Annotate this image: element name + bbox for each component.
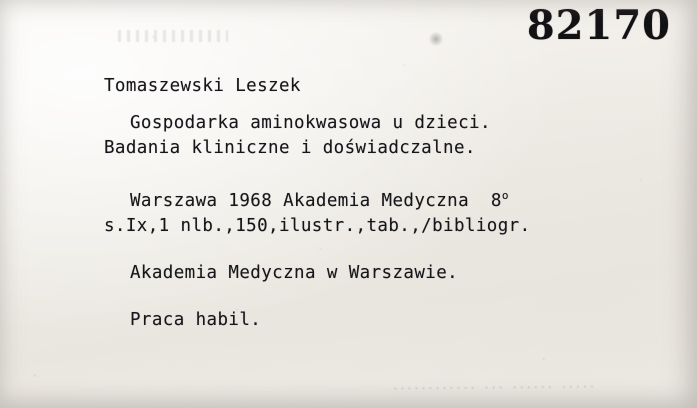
author-line: Tomaszewski Leszek	[104, 76, 301, 96]
spacer	[104, 161, 689, 183]
top-smudge-mark	[118, 30, 228, 42]
title-line-2: Badania kliniczne i doświadczalne.	[104, 138, 476, 158]
ink-blot-mark	[428, 32, 444, 46]
bottom-smudge-text: ............ ... ...... .....	[391, 377, 596, 393]
note-line: Praca habil.	[130, 309, 262, 330]
spacer	[104, 286, 689, 308]
accession-number: 82170	[526, 2, 671, 49]
format-value: 8	[490, 190, 502, 211]
card-body	[104, 74, 689, 333]
collation-line: s.Ix,1 nlb.,150,ilustr.,tab.,/bibliogr.	[104, 215, 531, 236]
spacer	[104, 239, 689, 261]
format-superscript: o	[501, 189, 509, 202]
institution-line: Akademia Medyczna w Warszawie.	[130, 262, 459, 283]
title-line-1: Gospodarka aminokwasowa u dzieci.	[130, 113, 491, 133]
imprint-text: Warszawa 1968 Akademia Medyczna	[130, 190, 470, 211]
imprint-spacer	[469, 191, 491, 211]
spacer	[104, 99, 689, 111]
imprint-line	[104, 183, 689, 214]
